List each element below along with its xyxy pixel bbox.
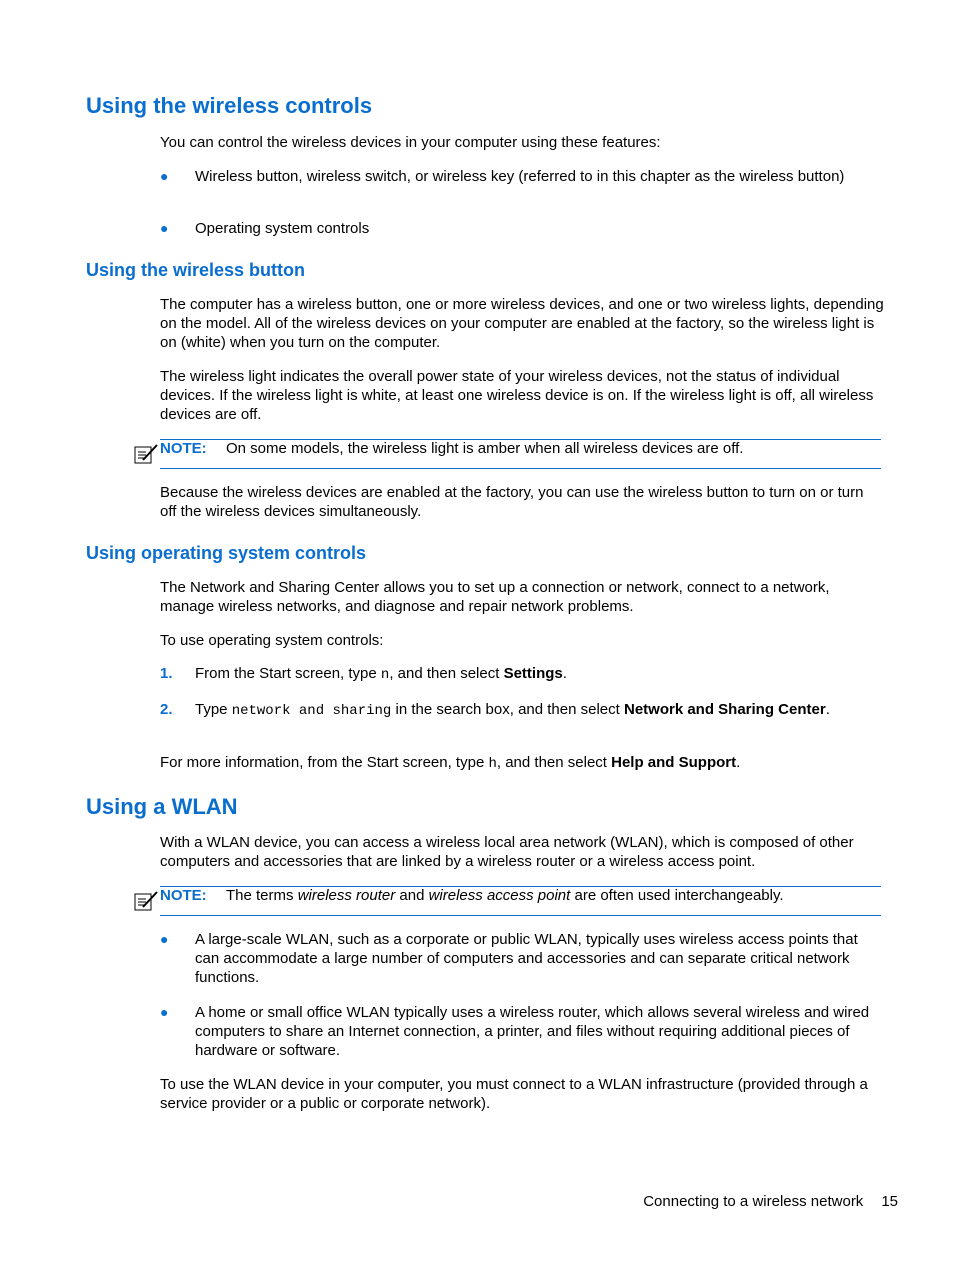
section-title-wlan: Using a WLAN	[86, 794, 238, 819]
intro-paragraph: You can control the wireless devices in your computer using these features:	[160, 134, 661, 151]
paragraph: The computer has a wireless button, one or more wireless devices, and one or two wireless lights, depending on the model. All of the wireless devices on your computer are enabled at the factory, so the wireless light is on (white) when you turn on the computer.	[160, 296, 884, 351]
bullet-text: A home or small office WLAN typically uses a wireless router, which allows several wireless and wired computers to share an Internet connection, a printer, and files without requiring additional pieces of hardware or software.	[195, 1004, 870, 1059]
note-divider-bottom	[160, 915, 881, 916]
page-footer	[560, 1192, 898, 1211]
bullet-text: Wireless button, wireless switch, or wireless key (referred to in this chapter as the wireless button)	[195, 168, 845, 185]
footer-chapter-title: Connecting to a wireless network	[643, 1193, 864, 1210]
paragraph: To use operating system controls:	[160, 632, 384, 649]
bullet-icon: ●	[160, 1004, 169, 1020]
step-number: 1.	[160, 665, 173, 682]
more-info-paragraph: For more information, from the Start screen, type h, and then select Help and Support.	[160, 754, 741, 772]
note-text: The terms wireless router and wireless access point are often used interchangeably.	[226, 887, 784, 904]
section-title-wireless-controls: Using the wireless controls	[86, 93, 373, 118]
page-number: 15	[881, 1193, 898, 1210]
note-label: NOTE:	[160, 440, 207, 457]
paragraph: Because the wireless devices are enabled at the factory, you can use the wireless button to turn on or turn off the wireless devices simultaneously.	[160, 484, 864, 520]
note-pencil-icon	[133, 890, 159, 912]
note-pencil-icon	[133, 443, 159, 465]
paragraph: The Network and Sharing Center allows you to set up a connection or network, connect to a network, manage wireless networks, and diagnose and repair network problems.	[160, 579, 830, 615]
paragraph: The wireless light indicates the overall power state of your wireless devices, not the status of individual devices. If the wireless light is white, at least one wireless device is on. If the wireless light is off, all wireless devices are off.	[160, 368, 874, 423]
note-label: NOTE:	[160, 887, 207, 904]
step-text: Type network and sharing in the search box, and then select Network and Sharing Center.	[195, 701, 830, 719]
paragraph: To use the WLAN device in your computer, you must connect to a WLAN infrastructure (provided through a service provider or a public or corporate network).	[160, 1076, 868, 1112]
note-box	[133, 439, 881, 469]
subsection-title-wireless-button: Using the wireless button	[86, 260, 306, 280]
note-box	[133, 886, 881, 916]
subsection-title-os-controls: Using operating system controls	[86, 543, 367, 563]
step-text: From the Start screen, type n, and then select Settings.	[195, 665, 567, 683]
bullet-icon: ●	[160, 931, 169, 947]
note-divider-bottom	[160, 468, 881, 469]
bullet-icon: ●	[160, 168, 169, 184]
note-text: On some models, the wireless light is amber when all wireless devices are off.	[226, 440, 744, 457]
paragraph: With a WLAN device, you can access a wireless local area network (WLAN), which is composed of other computers and accessories that are linked by a wireless router or a wireless access point.	[160, 834, 854, 870]
bullet-icon: ●	[160, 220, 169, 236]
bullet-text: A large-scale WLAN, such as a corporate or public WLAN, typically uses wireless access points that can accommodate a large number of computers and accessories and can separate critical network functions.	[195, 931, 858, 986]
bullet-text: Operating system controls	[195, 220, 370, 237]
step-number: 2.	[160, 701, 173, 718]
